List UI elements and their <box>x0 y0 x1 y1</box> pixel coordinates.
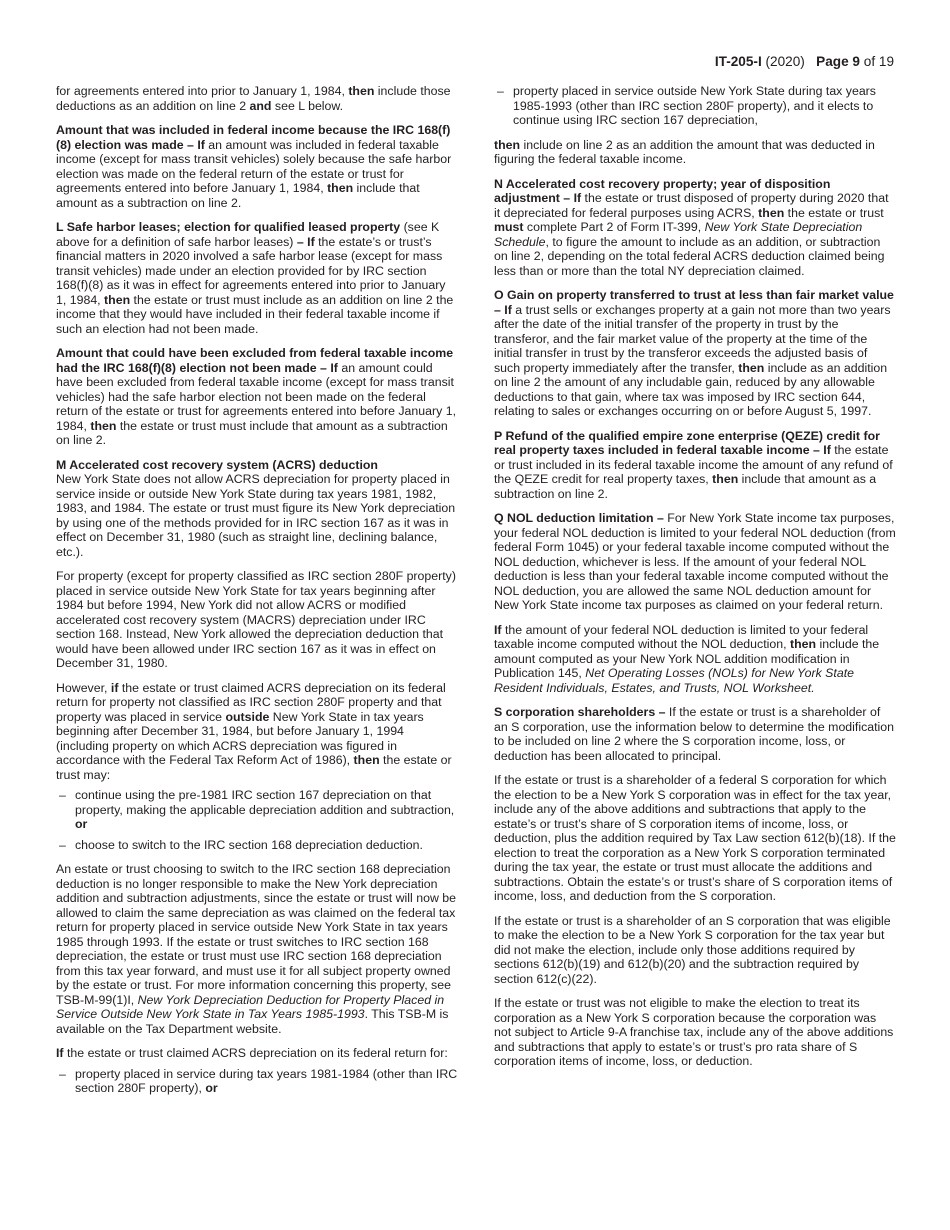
section-m: M Accelerated cost recovery system (ACRS) deduction New York State does not allow ACRS depreciation for property placed in service inside or outside New York State during tax years 1981, 1982, 1983, and 1984. The estate or trust must figure its New York depreciation by using one of the methods provided for in IRC section 167 as it was in effect on December 31, 1980 (such as straight line, declining balance, etc.). <box>56 457 456 559</box>
right-column <box>494 84 896 1079</box>
section-heading: L Safe harbor leases; election for qualified leased property <box>56 220 401 234</box>
form-year: (2020) <box>765 54 805 69</box>
section-n: N Accelerated cost recovery property; year of disposition adjustment – If the estate or trust disposed of property during 2020 that it depreciated for federal purposes using ACRS, then the estate or trust must complete Part 2 of Form IT-399, New York State Depreciation Schedule, to figure the amount to include as an addition, or subtraction on line 2, depending on the total federal ACRS deduction claimed being less than or more than the total NY depreciation claimed. <box>494 176 889 278</box>
section-heading: M Accelerated cost recovery system (ACRS) deduction <box>56 457 378 472</box>
list-item: – choose to switch to the IRC section 168 depreciation deduction. <box>56 838 458 853</box>
paragraph: for agreements entered into prior to January 1, 1984, then include those deductions as an addition on line 2 and see L below. <box>56 84 451 113</box>
section-heading: P Refund of the qualified empire zone enterprise (QEZE) credit for real property taxes included in federal taxable income – If <box>494 428 880 457</box>
paragraph: An estate or trust choosing to switch to the IRC section 168 depreciation deduction is no longer responsible to make the New York depreciation addition and subtraction adjustments, since the estate or trust will now be allowed to claim the same depreciation as was claimed on the federal tax return for property placed in service outside New York State in tax years 1985 through 1993. If the estate or trust switches to IRC section 168 depreciation, the estate or trust must use IRC section 168 depreciation from this tax year forward, and must use it for all subject property owned by the estate or trust. For more information concerning this property, see TSB-M-99(1)I, New York Depreciation Deduction for Property Placed in Service Outside New York State in Tax Years 1985-1993. This TSB-M is available on the Tax Department website. <box>56 862 457 1036</box>
list-item: – continue using the pre-1981 IRC section 167 depreciation on that property, making the applicable depreciation addition and subtraction, or <box>56 788 458 832</box>
section-heading: O Gain on property transferred to trust at less than fair market value – If <box>494 288 894 317</box>
form-number: IT-205-I <box>714 54 762 69</box>
page-number: Page 9 <box>816 54 860 69</box>
list-item: – property placed in service during tax years 1981-1984 (other than IRC section 280F property), or <box>56 1067 458 1096</box>
page-header <box>715 54 894 69</box>
section-p: P Refund of the qualified empire zone enterprise (QEZE) credit for real property taxes included in federal taxable income – If the estate or trust included in its federal taxable income the amount of any refund of the QEZE credit for real property taxes, then include that amount as a subtraction on line 2. <box>494 428 893 501</box>
paragraph: Amount that could have been excluded from federal taxable income had the IRC 168(f)(8) election not been made – If an amount could have been excluded from federal taxable income (except for mass transit vehicles) had the safe harbor election not been made on the federal return of the estate or trust for agreements entered into before January 1, 1984, then the estate or trust must include that amount as a subtraction on line 2. <box>56 346 457 447</box>
paragraph: If the amount of your federal NOL deduction is limited to your federal taxable income computed without the NOL deduction, then include the amount computed as your New York NOL addition modification in Publication 145, Net Operating Losses (NOLs) for New York State Resident Individuals, Estates, and Trusts, NOL Worksheet. <box>494 622 880 695</box>
section-s-corp: S corporation shareholders – If the estate or trust is a shareholder of an S corporation, use the information below to determine the modification to be included on line 2 where the S corporation income, loss, or deduction has been allocated to principal. <box>494 705 895 763</box>
section-q: Q NOL deduction limitation – For New York State income tax purposes, your federal NOL deduction is limited to your federal NOL deduction (from federal Form 1045) or your federal taxable income computed without the NOL deduction, whichever is less. If the amount of your federal NOL deduction is less than your federal taxable income computed without the NOL deduction, you are allowed the same NOL deduction amount for New York State income tax purposes as claimed on your federal return. <box>494 511 896 612</box>
paragraph: However, if the estate or trust claimed ACRS depreciation on its federal return for property not classified as IRC section 280F property and that property was placed in service outside New York State in tax years beginning after December 31, 1984, but before January 1, 1994 (including property on which ACRS depreciation was figured in accordance with the Federal Tax Reform Act of 1986), then the estate or trust may: <box>56 680 452 782</box>
left-column <box>56 84 458 1102</box>
paragraph: If the estate or trust was not eligible to make the election to treat its corporation as a New York S corporation because the corporation was not subject to Article 9-A franchise tax, include any of the above additions and subtractions that apply to estate’s or trust’s pro rata share of S corporation items of income, loss, or deduction. <box>494 996 894 1068</box>
paragraph: For property (except for property classified as IRC section 280F property) placed in service outside New York State for tax years beginning after 1984 but before 1994, New York did not allow ACRS or modified accelerated cost recovery system (MACRS) depreciation under IRC section 168. Instead, New York allowed the depreciation deduction that would have been allowed under IRC section 167 as it was in effect on December 31, 1980. <box>56 569 456 670</box>
section-heading: Q NOL deduction limitation – <box>494 511 664 525</box>
paragraph: Amount that was included in federal income because the IRC 168(f)(8) election was made – If an amount was included in federal taxable income (except for mass transit vehicles) solely because the safe harbor election was made on the federal return of the estate or trust for agreements entered into before January 1, 1984, then include that amount as a subtraction on line 2. <box>56 123 452 210</box>
list-item: – property placed in service outside New York State during tax years 1985-1993 (other than IRC section 280F property), and it elects to continue using IRC section 167 depreciation, <box>494 84 896 128</box>
section-heading: N Accelerated cost recovery property; year of disposition adjustment – If <box>494 176 831 205</box>
paragraph: If the estate or trust claimed ACRS depreciation on its federal return for: <box>56 1046 448 1060</box>
paragraph: If the estate or trust is a shareholder of a federal S corporation for which the election to be a New York S corporation was in effect for the tax year, include any of the above additions and subtractions that apply to the estate’s or trust’s share of S corporation items of income, loss, or deduction, plus the addition required by Tax Law section 612(b)(18). If the election to treat the corporation as a New York S corporation terminated during the tax year, the estate or trust must allocate the additions and subtractions. Obtain the estate’s or trust’s share of S corporation items of income, loss, and deduction from the S corporation. <box>494 773 896 903</box>
page-total: of 19 <box>863 54 894 69</box>
section-o: O Gain on property transferred to trust at less than fair market value – If a trust sells or exchanges property at a gain not more than two years after the date of the initial transfer of the property in trust by the transferor, and the fair market value of the property at the time of the initial transfer in trust by the transferor exceeds the adjusted basis of such property immediately after the transfer, then include as an addition on line 2 the amount of any includable gain, reduced by any allowable deductions to that gain, where tax was imposed by IRC section 644, relating to sales or exchanges occurring on or before August 5, 1997. <box>494 288 894 418</box>
paragraph: If the estate or trust is a shareholder of an S corporation that was eligible to make the election to be a New York S corporation for the tax year but did not make the election, include only those additions required by sections 612(b)(19) and 612(b)(20) and the subtraction required by section 612(c)(22). <box>494 913 891 986</box>
section-heading: S corporation shareholders – <box>494 705 666 719</box>
paragraph: then include on line 2 as an addition the amount that was deducted in figuring the federal taxable income. <box>494 137 875 166</box>
section-l: L Safe harbor leases; election for qualified leased property (see K above for a definition of safe harbor leases) – If the estate’s or trust’s financial matters in 2020 involved a safe harbor lease (except for mass transit vehicles) made under an election provided for by IRC section 168(f)(8) as it was in effect for agreements entered into prior to January 1, 1984, then the estate or trust must include as an addition on line 2 the income that they would have included in their federal taxable income if such an election had not been made. <box>56 220 454 336</box>
